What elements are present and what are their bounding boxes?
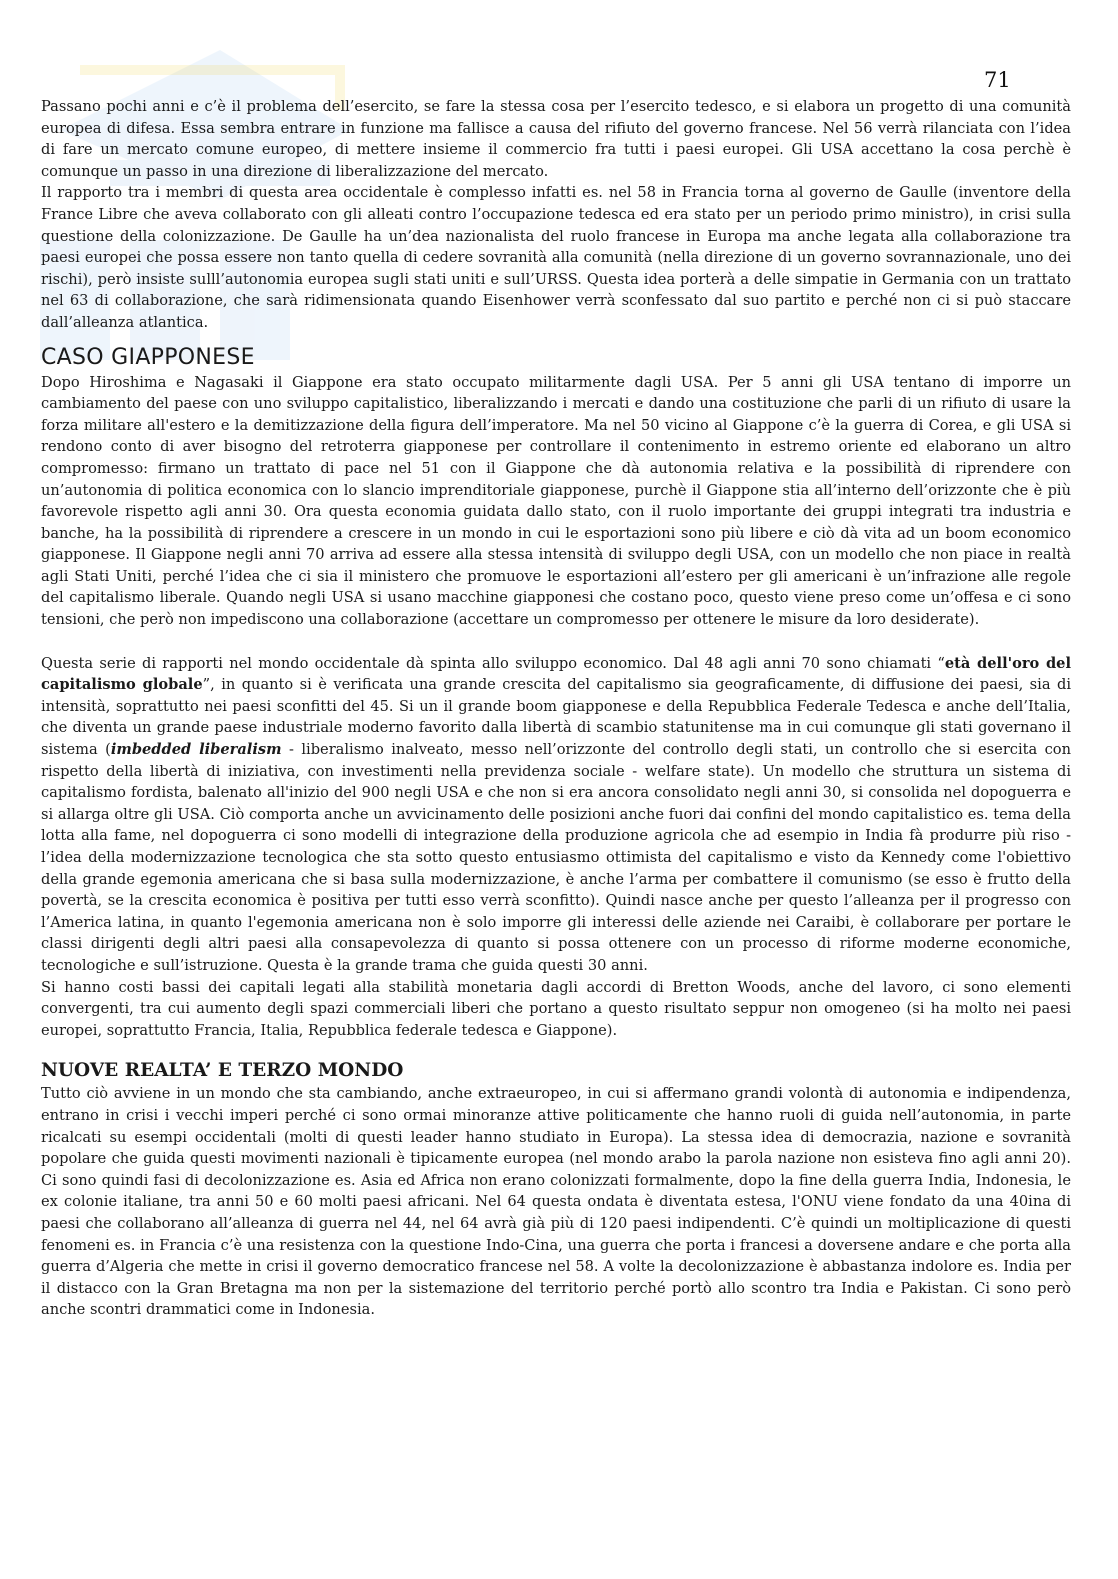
bold-term: età dell'oro del capitalismo globale [41, 654, 1071, 694]
paragraph: Tutto ciò avviene in un mondo che sta cambiando, anche extraeuropeo, in cui si affermano grandi volontà di autonomia e indipendenza, entrano in crisi i vecchi imperi perché ci sono ormai minoranze attive politicamente che hanno ruoli di guida nell’autonomia, in parte ricalcati su esempi occidentali (molti di questi leader hanno studiato in Europa). La stessa idea di democrazia, nazione e sovranità popolare che guida questi movimenti nazionali è tipicamente europea (nel mondo arabo la parola nazione non esisteva fino agli anni 20). Ci sono quindi fasi di decolonizzazione es. Asia ed Africa non erano colonizzati formalmente, dopo la fine della guerra India, Indonesia, le ex colonie italiane, tra anni 50 e 60 molti paesi africani. Nel 64 questa ondata è diventata estesa, l'ONU viene fondato da una 40ina di paesi che collaborano all’alleanza di guerra nel 44, nel 64 avrà già più di 120 paesi indipendenti. C’è quindi un moltiplicazione di questi fenomeni es. in Francia c’è una resistenza con la questione Indo-Cina, una guerra che porta i francesi a doversene andare e che porta alla guerra d’Algeria che mette in crisi il governo democratico francese nel 58. A volte la decolonizzazione è abbastanza indolore es. India per il distacco con la Gran Bretagna ma non per la sistemazione del territorio perché portò allo scontro tra India e Pakistan. Ci sono però anche scontri drammatici come in Indonesia. [41, 1085, 1071, 1319]
paragraph: Il rapporto tra i membri di questa area occidentale è complesso infatti es. nel 58 in Francia torna al governo de Gaulle (inventore della France Libre che aveva collaborato con gli alleati contro l’occupazione tedesca ed era stato per un periodo primo ministro), in crisi sulla questione della colonizzazione. De Gaulle ha un’dea nazionalista del ruolo francese in Europa ma anche legata alla collaborazione tra paesi europei che possa essere non tanto quella di cedere sovranità alla comunità (nella direzione di un governo sovrannazionale, uno dei rischi), però insiste sulll’autonomia europea sugli stati uniti e sull’URSS. Questa idea porterà a delle simpatie in Germania con un trattato nel 63 di collaborazione, che sarà ridimensionata quando Eisenhower verrà sconfessato dal suo partito e perché non ci si può staccare dall’alleanza atlantica. [41, 184, 1071, 331]
paragraph: Si hanno costi bassi dei capitali legati alla stabilità monetaria dagli accordi di Bretton Woods, anche del lavoro, ci sono elementi convergenti, tra cui aumento degli spazi commerciali liberi che portano a questo risultato seppur non omogeneo (si ha molto nei paesi europei, soprattutto Francia, Italia, Repubblica federale tedesca e Giappone). [41, 978, 1071, 1039]
section-heading: NUOVE REALTA’ E TERZO MONDO [41, 1060, 404, 1082]
text-run: - liberalismo inalveato, messo nell’orizzonte del controllo degli stati, un controllo che si esercita con rispetto della libertà di iniziativa, con investimenti nella previdenza sociale - welfare state). Un modello che struttura un sistema di capitalismo fordista, balenato all'inizio del 900 negli USA e che non si era ancora consolidato negli anni 30, si consolida nel dopoguerra e si allarga oltre gli USA. Ciò comporta anche un avvicinamento delle posizioni anche fuori dai confini del mondo capitalistico es. tema della lotta alla fame, nel dopoguerra ci sono modelli di integrazione della produzione agricola che ad esempio in India fà produrre più riso - l’idea della modernizzazione tecnologica che sta sotto questo entusiasmo ottimista del capitalismo e visto da Kennedy come l'obiettivo della grande egemonia americana che si basa sulla modernizzazione, è anche l’arma per combattere il comunismo (se esso è frutto della povertà, se la crescita economica è positiva per tutti esso verrà sconfitto). Quindi nasce anche per questo l’alleanza per il progresso con l’America latina, in quanto l'egemonia americana non è solo imporre gli interessi delle aziende nei Caraibi, è collaborare per portare le classi dirigenti degli altri paesi alla consapevolezza di quanto si possa ottenere con un processo di riforme moderne economiche, tecnologiche e sull’istruzione. Questa è la grande trama che guida questi 30 anni. [41, 741, 1071, 974]
document-body [41, 96, 1071, 1321]
paragraph-golden-age [41, 653, 1071, 977]
bold-italic-term: imbedded liberalism [110, 741, 282, 759]
paragraph: Passano pochi anni e c’è il problema dell’esercito, se fare la stessa cosa per l’esercito tedesco, e si elabora un progetto di una comunità europea di difesa. Essa sembra entrare in funzione ma fallisce a causa del rifiuto del governo francese. Nel 56 verrà rilanciata con l’idea di fare un mercato comune europeo, di mettere insieme il commercio fra tutti i paesi europei. Gli USA accettano la cosa perchè è comunque un passo in una direzione di liberalizzazione del mercato. [41, 98, 1071, 180]
section-heading: CASO GIAPPONESE [41, 344, 255, 370]
paragraph: Dopo Hiroshima e Nagasaki il Giappone era stato occupato militarmente dagli USA. Per 5 anni gli USA tentano di imporre un cambiamento del paese con uno sviluppo capitalistico, liberalizzando i mercati e dando una costituzione che parli di un rifiuto di usare la forza militare all'estero e la demitizzazione della figura dell’imperatore. Ma nel 50 vicino al Giappone c’è la guerra di Corea, e gli USA si rendono conto di aver bisogno del retroterra giapponese per controllare il contenimento in estremo oriente ed elaborano un altro compromesso: firmano un trattato di pace nel 51 con il Giappone che dà autonomia relativa e la possibilità di riprendere con un’autonomia di politica economica con lo slancio imprenditoriale giapponese, purchè il Giappone stia all’interno dell’orizzonte che è più favorevole rispetto agli anni 30. Ora questa economia guidata dallo stato, con il ruolo importante dei gruppi integrati tra industria e banche, ha la possibilità di riprendere a crescere in un mondo in cui le esportazioni sono più libere e ciò dà vita ad un boom economico giapponese. Il Giappone negli anni 70 arriva ad essere alla stessa intensità di sviluppo degli USA, con un modello che non piace in realtà agli Stati Uniti, perché l’idea che ci sia il ministero che promuove le esportazioni all’estero per gli americani è un’infrazione alle regole del capitalismo liberale. Quando negli USA si usano macchine giapponesi che costano poco, questo viene preso come un’offesa e ci sono tensioni, che però non impediscono una collaborazione (accettare un compromesso per ottenere le misure da loro desiderate). [41, 373, 1071, 629]
text-run: Questa serie di rapporti nel mondo occidentale dà spinta allo sviluppo economico. Dal 48 agli anni 70 sono chiamati “ [41, 654, 945, 672]
page-number: 71 [984, 68, 1011, 92]
text-run: ”, in quanto si è verificata una grande crescita del capitalismo sia geograficamente, di diffusione dei paesi, sia di intensità, soprattutto nei paesi sconfitti del 45. Si un il grande boom giapponese e della Repubblica Federale Tedesca e anche dell’Italia, che diventa un grande paese industriale moderno favorito dalla libertà di scambio statunitense ma in cui comunque gli stati governano il sistema ( [41, 676, 1071, 759]
